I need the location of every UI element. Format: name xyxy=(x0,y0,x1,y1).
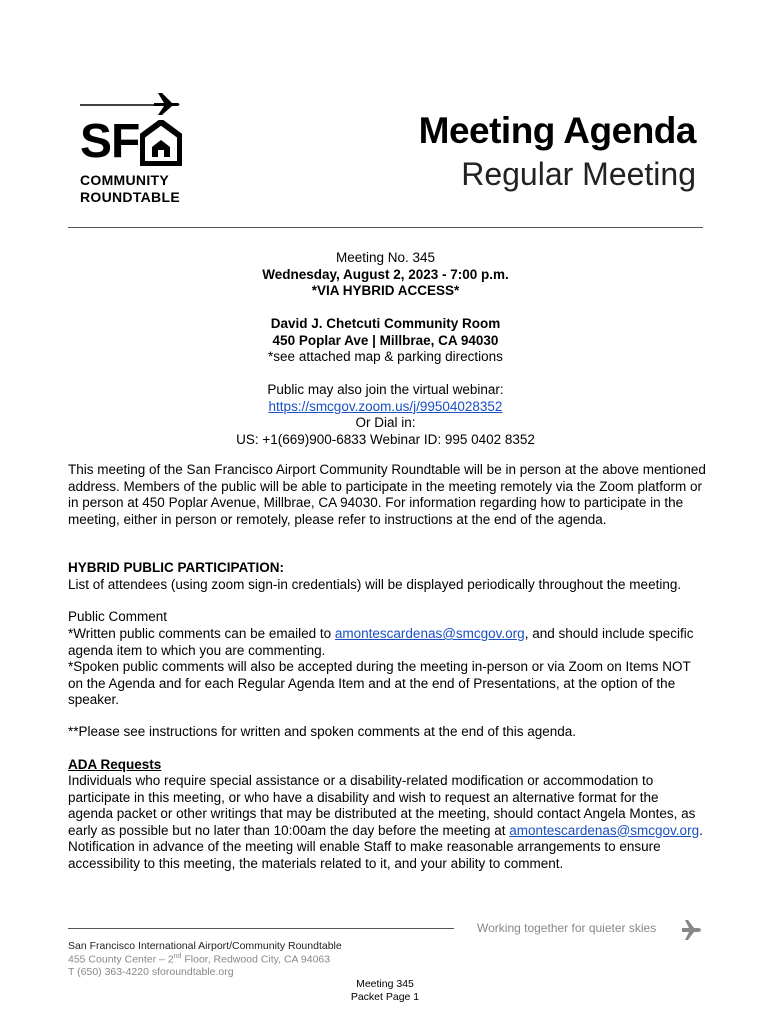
page-subtitle: Regular Meeting xyxy=(461,156,696,192)
webinar-intro: Public may also join the virtual webinar: xyxy=(267,382,504,397)
packet-page: Packet Page 1 xyxy=(350,991,420,1003)
meeting-info xyxy=(68,250,703,448)
hybrid-text: List of attendees (using zoom sign-in credentials) will be displayed periodically throughout the meeting. xyxy=(68,577,682,592)
meeting-room: David J. Chetcuti Community Room xyxy=(270,316,501,331)
airplane-icon xyxy=(80,92,182,116)
dial-info: US: +1(669)900-6833 Webinar ID: 995 0402 8352 xyxy=(236,431,535,447)
written-email-link[interactable]: amontescardenas@smcgov.org xyxy=(334,626,525,641)
public-comment-heading: Public Comment xyxy=(68,609,168,624)
webinar-link[interactable]: https://smcgov.zoom.us/j/99504028352 xyxy=(268,398,503,414)
footer-address: 455 County Center – 2nd Floor, Redwood City, CA 94063 xyxy=(68,953,331,966)
meeting-number: Meeting No. 345 xyxy=(335,250,436,265)
ada-email-link[interactable]: amontescardenas@smcgov.org xyxy=(509,822,700,838)
footer-divider xyxy=(68,928,454,929)
dial-intro: Or Dial in: xyxy=(355,415,416,430)
meeting-address: 450 Poplar Ave | Millbrae, CA 94030 xyxy=(272,332,499,348)
meeting-date: Wednesday, August 2, 2023 - 7:00 p.m. xyxy=(262,266,509,282)
spoken-comments: *Spoken public comments will also be accepted during the meeting in-person or via Zoom on Items NOT on the Agenda and for each Regular Agenda Item and at the end of Presentations, at the option of the speaker. xyxy=(68,659,691,707)
footer-tagline: Working together for quieter skies xyxy=(477,921,657,935)
house-icon xyxy=(140,120,182,166)
written-comments: *Written public comments can be emailed to amontescardenas@smcgov.org, and should include specific agenda item to which you are commenting. xyxy=(68,626,694,658)
footer-phone: T (650) 363-4220 sforoundtable.org xyxy=(68,966,234,978)
instructions-note: **Please see instructions for written and spoken comments at the end of this agenda. xyxy=(68,724,577,739)
packet-label xyxy=(300,978,470,1004)
header-divider xyxy=(68,227,703,228)
packet-meeting: Meeting 345 xyxy=(356,978,414,990)
footer-airplane-icon xyxy=(680,918,704,942)
meeting-directions: *see attached map & parking directions xyxy=(268,349,503,364)
meeting-access: *VIA HYBRID ACCESS* xyxy=(311,283,460,298)
ada-paragraph: Individuals who require special assistance or a disability-related modification or accommodation to participate in this meeting, or who have a disability and wish to request an alternative format for the agenda packet or other writings that may be distributed at the meeting, should contact Angela Montes, as early as possible but no later than 10:00am the day before the meeting at amontescardenas@smcgov.org. Notification in advance of the meeting will enable Staff to make reasonable arrangements to ensure accessibility to this meeting, the materials related to it, and your ability to comment. xyxy=(68,773,703,871)
logo-community: COMMUNITY xyxy=(80,172,170,188)
page-title: Meeting Agenda xyxy=(418,110,696,151)
intro-paragraph: This meeting of the San Francisco Airport Community Roundtable will be in person at the above mentioned address. Members of the public will be able to participate in the meeting remotely via the Zoom platform or in person at 450 Poplar Avenue, Millbrae, CA 94030. For information regarding how to participate in the meeting, either in person or remotely, please refer to instructions at the end of the agenda. xyxy=(68,462,706,527)
ada-heading: ADA Requests xyxy=(68,757,162,772)
footer-org: San Francisco International Airport/Community Roundtable xyxy=(68,940,342,952)
logo-roundtable: ROUNDTABLE xyxy=(80,189,180,205)
logo-sf: SF xyxy=(80,115,140,168)
hybrid-heading: HYBRID PUBLIC PARTICIPATION: xyxy=(68,560,284,575)
